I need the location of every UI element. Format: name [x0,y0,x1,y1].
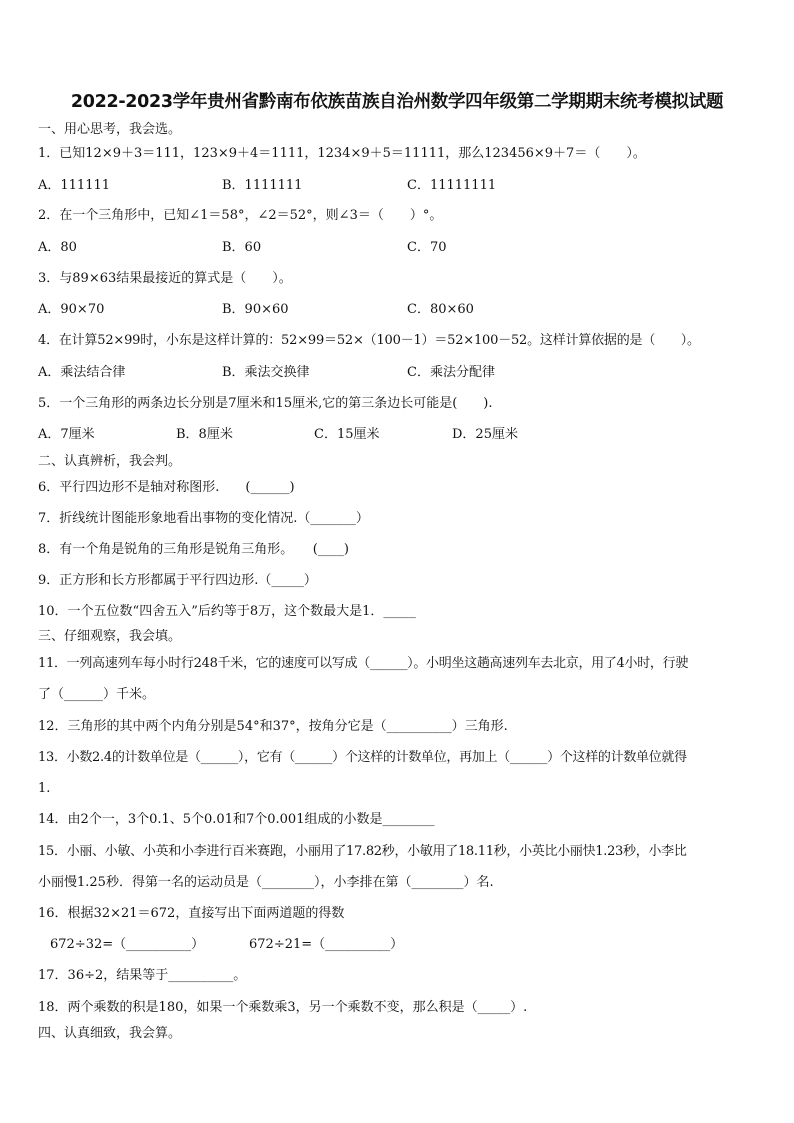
q2-option-b: B．60 [222,240,262,255]
question-16: 16．根据32×21＝672，直接写出下面两道题的得数 [38,906,345,921]
question-12: 12．三角形的其中两个内角分别是54°和37°，按角分它是（__________）三角形. [38,719,508,734]
question-10: 10．一个五位数“四舍五入”后约等于8万，这个数最大是1．_____ [38,604,416,619]
question-8: 8．有一个角是锐角的三角形是锐角三角形。 (____) [38,542,349,557]
question-5: 5．一个三角形的两条边长分别是7厘米和15厘米,它的第三条边长可能是( ). [38,396,493,411]
question-6: 6．平行四边形不是轴对称图形. (______) [38,480,295,495]
question-7: 7．折线统计图能形象地看出事物的变化情况.（_______） [38,511,369,526]
section-heading-2: 二、认真辨析，我会判。 [38,454,182,469]
question-1: 1．已知12×9＋3＝111，123×9＋4＝1111，1234×9＋5＝11111，那么123456×9＋7＝（ ）。 [38,146,646,161]
question-2: 2．在一个三角形中，已知∠1＝58°，∠2＝52°，则∠3＝（ ）°。 [38,208,443,223]
question-18: 18．两个乘数的积是180，如果一个乘数乘3，另一个乘数不变，那么积是（_____）. [38,1000,528,1015]
question-15-line-2: 小丽慢1.25秒．得第一名的运动员是（________），小李排在第（________）名. [38,875,494,890]
q5-option-a: A．7厘米 [38,427,95,442]
q5-option-b: B．8厘米 [176,427,233,442]
question-13-line-1: 13．小数2.4的计数单位是（______），它有（______）个这样的计数单位，再加上（______）个这样的计数单位就得 [38,750,687,765]
q3-option-b: B．90×60 [222,302,289,317]
section-heading-1: 一、用心思考，我会选。 [38,122,182,137]
q2-option-a: A．80 [38,240,77,255]
q5-option-d: D．25厘米 [452,427,518,442]
q3-option-c: C．80×60 [407,302,474,317]
q3-option-a: A．90×70 [38,302,105,317]
q16-equation-1: 672÷32=（__________） [50,937,205,952]
question-14: 14．由2个一，3个0.1、5个0.01和7个0.001组成的小数是________ [38,812,435,827]
section-heading-3: 三、仔细观察，我会填。 [38,629,182,644]
question-17: 17．36÷2，结果等于__________。 [38,968,247,983]
q4-option-a: A．乘法结合律 [38,365,126,380]
q1-option-b: B．1111111 [222,178,303,193]
q4-option-b: B．乘法交换律 [222,365,310,380]
question-3: 3．与89×63结果最接近的算式是（ ）。 [38,271,292,286]
question-13-line-2: 1. [38,781,51,796]
q2-option-c: C．70 [407,240,447,255]
q5-option-c: C．15厘米 [314,427,380,442]
question-11-line-2: 了（______）千米。 [38,687,156,702]
q1-option-a: A．111111 [38,178,111,193]
question-15-line-1: 15．小丽、小敏、小英和小李进行百米赛跑，小丽用了17.82秒，小敏用了18.11秒，小英比小丽快1.23秒，小李比 [38,844,687,859]
question-11-line-1: 11．一列高速列车每小时行248千米，它的速度可以写成（______）。小明坐这趟高速列车去北京，用了4小时，行驶 [38,656,689,671]
page-title: 2022-2023学年贵州省黔南布依族苗族自治州数学四年级第二学期期末统考模拟试题 [70,92,724,112]
section-heading-4: 四、认真细致，我会算。 [38,1026,182,1041]
question-9: 9．正方形和长方形都属于平行四边形.（_____） [38,573,317,588]
q16-equation-2: 672÷21=（__________） [249,937,404,952]
question-4: 4．在计算52×99时，小东是这样计算的：52×99＝52×（100－1）＝52×100－52。这样计算依据的是（ ）。 [38,333,700,348]
q4-option-c: C．乘法分配律 [407,365,495,380]
q1-option-c: C．11111111 [407,178,497,193]
